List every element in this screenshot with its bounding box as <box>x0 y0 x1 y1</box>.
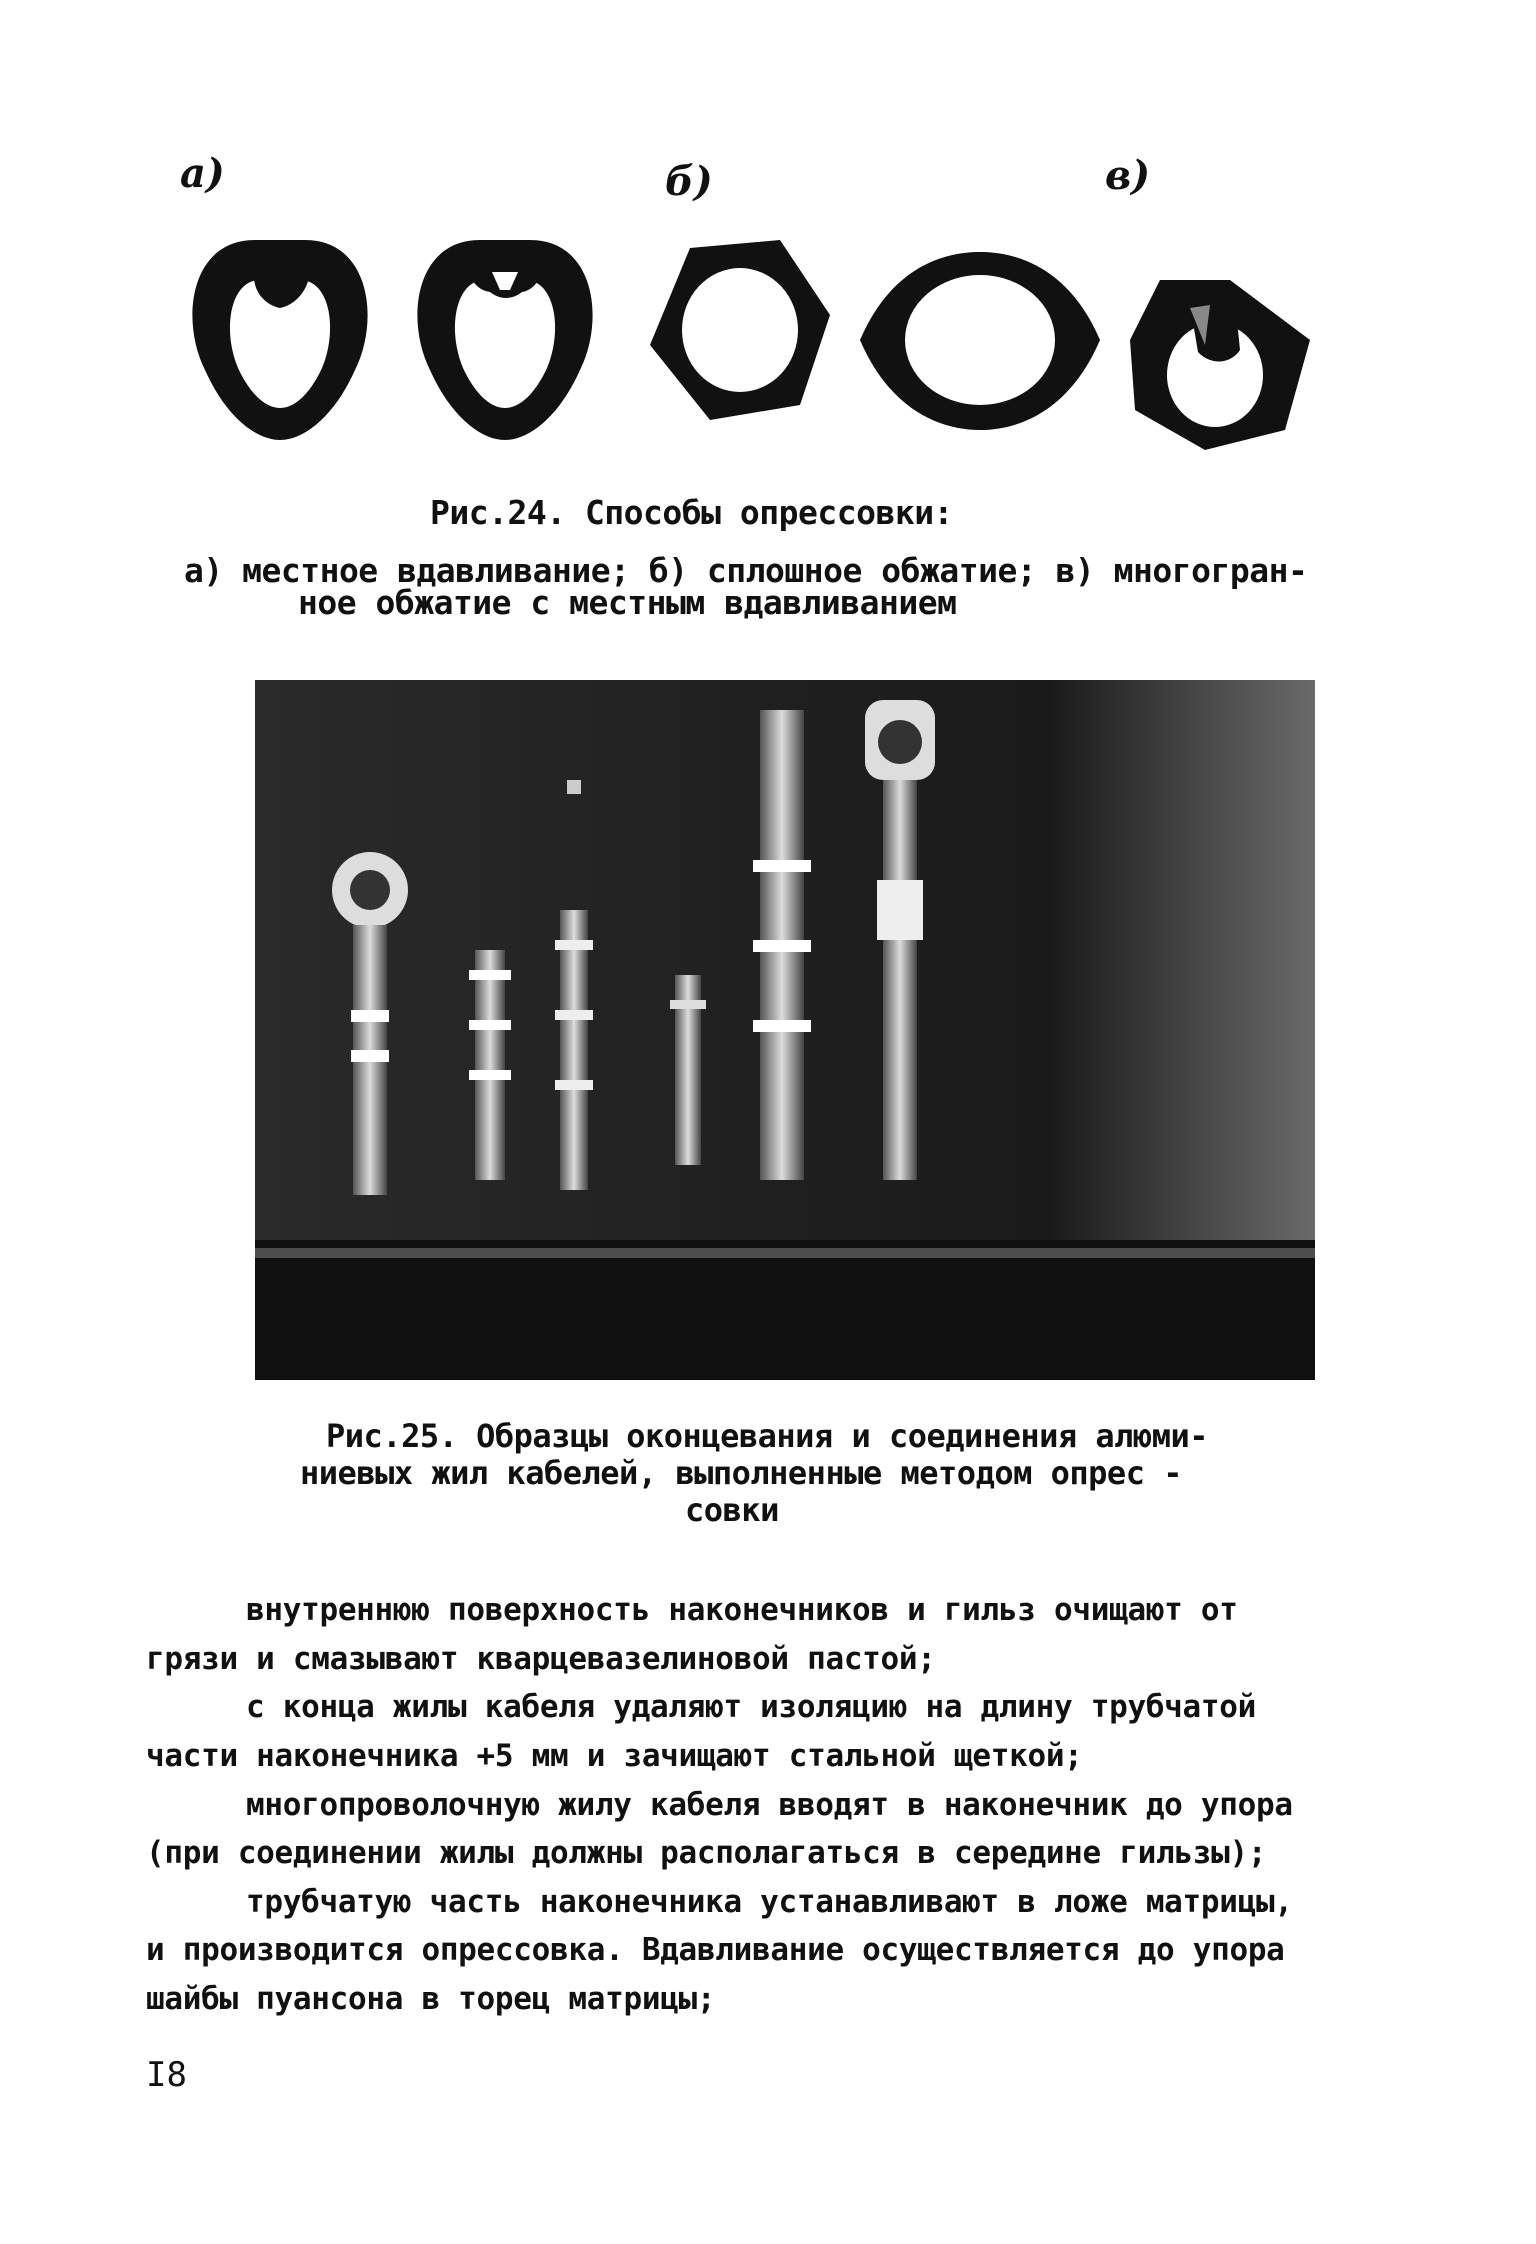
body-text-line: внутреннюю поверхность наконечников и гильз очищают от <box>246 1592 1238 1628</box>
body-text-line: части наконечника +5 мм и зачищают стальной щеткой; <box>146 1738 1083 1774</box>
crimp-profile-local-indent-1 <box>192 240 367 440</box>
crimp-profile-solid-hexagon <box>650 240 830 420</box>
cable-lugs-photo-drawing <box>255 680 1315 1380</box>
figure-25-caption-line: Рис.25. Образцы оконцевания и соединения алюми- <box>326 1417 1208 1455</box>
crimp-profile-local-indent-2 <box>417 240 592 440</box>
figure-25-caption-line: ниевых жил кабелей, выполненные методом опрес - <box>300 1454 1182 1492</box>
figure-24-caption-line: а) местное вдавливание; б) сплошное обжатие; в) многогран- <box>184 551 1308 590</box>
figure-24-caption-line: ное обжатие с местным вдавливанием <box>298 583 957 622</box>
figure-label-b: б) <box>665 158 713 205</box>
lug-sample <box>753 710 811 1180</box>
body-text-line: шайбы пуансона в торец матрицы; <box>146 1981 716 2017</box>
figure-25-photo <box>255 680 1315 1380</box>
figure-25-caption-line: совки <box>685 1491 779 1529</box>
figure-24-crimping-methods <box>150 140 1350 480</box>
figure-label-v: в) <box>1105 152 1151 199</box>
crimp-profiles-drawing <box>150 140 1350 480</box>
sleeve-sample <box>670 975 706 1165</box>
figure-label-a: а) <box>180 150 225 197</box>
figure-24-title: Рис.24. Способы опрессовки: <box>430 493 953 532</box>
body-text-line: с конца жилы кабеля удаляют изоляцию на длину трубчатой <box>246 1689 1256 1725</box>
page-number: I8 <box>146 2055 187 2095</box>
body-text-line: трубчатую часть наконечника устанавливают в ложе матрицы, <box>246 1884 1293 1920</box>
body-text-line: (при соединении жилы должны располагаться в середине гильзы); <box>146 1835 1267 1871</box>
crimp-profile-solid-oval <box>860 252 1100 430</box>
body-text-line: грязи и смазывают кварцевазелиновой пастой; <box>146 1641 936 1677</box>
body-text-line: многопроволочную жилу кабеля вводят в наконечник до упора <box>246 1787 1293 1823</box>
sleeve-sample <box>469 950 511 1180</box>
body-text-line: и производится опрессовка. Вдавливание осуществляется до упора <box>146 1932 1285 1968</box>
crimp-profile-polygonal-indent <box>1130 280 1310 450</box>
